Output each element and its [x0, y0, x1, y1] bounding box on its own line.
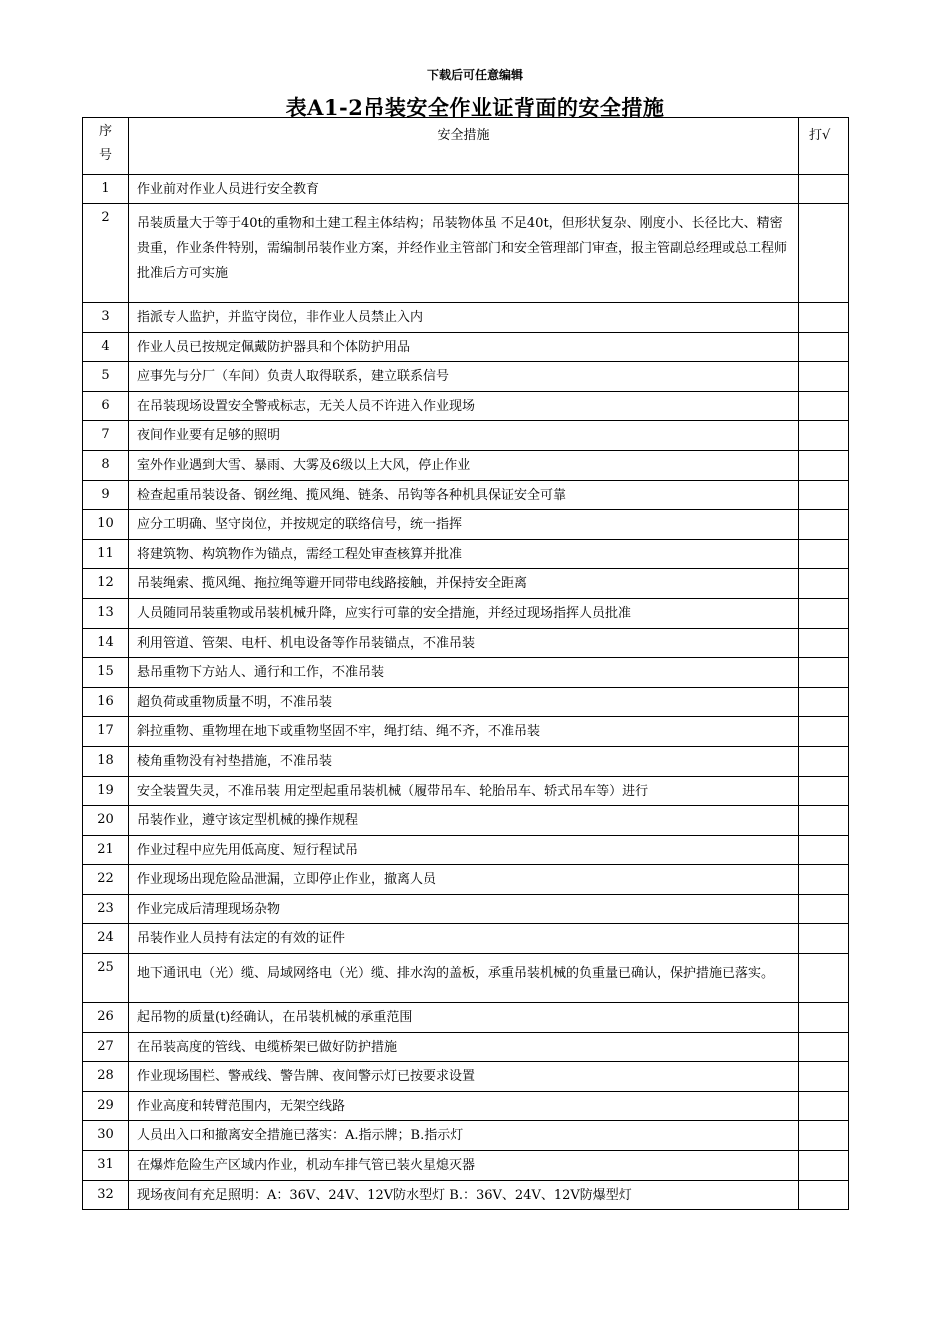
table-row [83, 776, 849, 806]
table-row [83, 450, 849, 480]
row-check-cell[interactable] [799, 1121, 849, 1151]
row-number: 18 [83, 746, 129, 776]
row-number: 24 [83, 924, 129, 954]
row-number: 13 [83, 598, 129, 628]
table-row [83, 510, 849, 540]
table-row [83, 1151, 849, 1181]
table-row [83, 421, 849, 451]
row-number: 31 [83, 1151, 129, 1181]
row-measure-text: 起吊物的质量(t)经确认，在吊装机械的承重范围 [129, 1003, 799, 1033]
row-number: 6 [83, 391, 129, 421]
row-measure-text: 人员随同吊装重物或吊装机械升降，应实行可靠的安全措施，并经过现场指挥人员批准 [129, 598, 799, 628]
row-measure-text: 检查起重吊装设备、钢丝绳、揽风绳、链条、吊钩等各种机具保证安全可靠 [129, 480, 799, 510]
row-number: 27 [83, 1032, 129, 1062]
table-row [83, 1121, 849, 1151]
row-number: 12 [83, 569, 129, 599]
row-check-cell[interactable] [799, 332, 849, 362]
row-check-cell[interactable] [799, 450, 849, 480]
table-row [83, 717, 849, 747]
row-measure-text: 作业现场围栏、警戒线、警告牌、夜间警示灯已按要求设置 [129, 1062, 799, 1092]
table-row [83, 204, 849, 303]
row-measure-text: 在爆炸危险生产区域内作业，机动车排气管已装火星熄灭器 [129, 1151, 799, 1181]
document-title: 表A1-2吊装安全作业证背面的安全措施 [285, 95, 665, 120]
row-check-cell[interactable] [799, 175, 849, 204]
table-row [83, 362, 849, 392]
row-measure-text: 人员出入口和撤离安全措施已落实：A.指示牌；B.指示灯 [129, 1121, 799, 1151]
row-measure-text: 作业完成后清理现场杂物 [129, 894, 799, 924]
row-check-cell[interactable] [799, 362, 849, 392]
row-number: 7 [83, 421, 129, 451]
table-row [83, 835, 849, 865]
row-measure-text: 夜间作业要有足够的照明 [129, 421, 799, 451]
row-check-cell[interactable] [799, 598, 849, 628]
row-check-cell[interactable] [799, 806, 849, 836]
table-row [83, 391, 849, 421]
row-measure-text: 室外作业遇到大雪、暴雨、大雾及6级以上大风，停止作业 [129, 450, 799, 480]
table-row [83, 332, 849, 362]
table-row [83, 303, 849, 333]
table-row [83, 1091, 849, 1121]
row-measure-text: 作业高度和转臂范围内，无架空线路 [129, 1091, 799, 1121]
row-check-cell[interactable] [799, 835, 849, 865]
row-number: 5 [83, 362, 129, 392]
row-measure-text: 棱角重物没有衬垫措施，不准吊装 [129, 746, 799, 776]
row-number: 17 [83, 717, 129, 747]
row-check-cell[interactable] [799, 776, 849, 806]
row-number: 2 [83, 204, 129, 303]
row-measure-text: 超负荷或重物质量不明，不准吊装 [129, 687, 799, 717]
row-check-cell[interactable] [799, 391, 849, 421]
row-number: 10 [83, 510, 129, 540]
row-measure-text: 作业前对作业人员进行安全教育 [129, 175, 799, 204]
table-row [83, 894, 849, 924]
row-number: 16 [83, 687, 129, 717]
row-number: 29 [83, 1091, 129, 1121]
table-row [83, 539, 849, 569]
row-number: 22 [83, 865, 129, 895]
row-number: 1 [83, 175, 129, 204]
row-check-cell[interactable] [799, 894, 849, 924]
table-row [83, 1032, 849, 1062]
row-number: 14 [83, 628, 129, 658]
row-number: 3 [83, 303, 129, 333]
row-check-cell[interactable] [799, 480, 849, 510]
row-number: 15 [83, 658, 129, 688]
row-measure-text: 指派专人监护，并监守岗位，非作业人员禁止入内 [129, 303, 799, 333]
row-check-cell[interactable] [799, 687, 849, 717]
row-measure-text: 在吊装高度的管线、电缆桥架已做好防护措施 [129, 1032, 799, 1062]
row-measure-text: 作业人员已按规定佩戴防护器具和个体防护用品 [129, 332, 799, 362]
table-row [83, 598, 849, 628]
header-check: 打√ [799, 118, 849, 175]
row-check-cell[interactable] [799, 303, 849, 333]
row-check-cell[interactable] [799, 510, 849, 540]
row-check-cell[interactable] [799, 1003, 849, 1033]
row-number: 9 [83, 480, 129, 510]
row-measure-text: 斜拉重物、重物埋在地下或重物坚固不牢，绳打结、绳不齐，不准吊装 [129, 717, 799, 747]
row-measure-text: 作业过程中应先用低高度、短行程试吊 [129, 835, 799, 865]
row-measure-text: 现场夜间有充足照明：A：36V、24V、12V防水型灯 B.：36V、24V、12V防爆型灯 [129, 1180, 799, 1210]
row-measure-text: 吊装绳索、揽风绳、拖拉绳等避开同带电线路接触，并保持安全距离 [129, 569, 799, 599]
table-row [83, 1003, 849, 1033]
row-check-cell[interactable] [799, 539, 849, 569]
row-measure-text: 悬吊重物下方站人、通行和工作，不准吊装 [129, 658, 799, 688]
row-number: 30 [83, 1121, 129, 1151]
row-check-cell[interactable] [799, 569, 849, 599]
row-number: 26 [83, 1003, 129, 1033]
row-number: 25 [83, 954, 129, 1003]
row-measure-text: 利用管道、管架、电杆、机电设备等作吊装锚点，不准吊装 [129, 628, 799, 658]
row-number: 20 [83, 806, 129, 836]
header-number [83, 118, 129, 175]
row-number: 11 [83, 539, 129, 569]
row-check-cell[interactable] [799, 628, 849, 658]
table-row [83, 1180, 849, 1210]
table-row [83, 954, 849, 1003]
table-row [83, 658, 849, 688]
row-measure-text: 吊装作业人员持有法定的有效的证件 [129, 924, 799, 954]
row-measure-text: 应分工明确、坚守岗位，并按规定的联络信号，统一指挥 [129, 510, 799, 540]
row-check-cell[interactable] [799, 746, 849, 776]
row-check-cell[interactable] [799, 421, 849, 451]
row-measure-text: 在吊装现场设置安全警戒标志，无关人员不许进入作业现场 [129, 391, 799, 421]
table-row [83, 924, 849, 954]
row-check-cell[interactable] [799, 204, 849, 303]
row-measure-text: 安全装置失灵，不准吊装 用定型起重吊装机械（履带吊车、轮胎吊车、轿式吊车等）进行 [129, 776, 799, 806]
row-number: 19 [83, 776, 129, 806]
row-check-cell[interactable] [799, 658, 849, 688]
row-number: 32 [83, 1180, 129, 1210]
row-check-cell[interactable] [799, 1062, 849, 1092]
row-measure-text: 吊装作业，遵守该定型机械的操作规程 [129, 806, 799, 836]
table-header-row [83, 118, 849, 175]
row-check-cell[interactable] [799, 924, 849, 954]
row-check-cell[interactable] [799, 1151, 849, 1181]
row-number: 28 [83, 1062, 129, 1092]
safety-measures-table [82, 117, 849, 1210]
row-measure-text: 应事先与分厂（车间）负责人取得联系，建立联系信号 [129, 362, 799, 392]
row-check-cell[interactable] [799, 1032, 849, 1062]
table-row [83, 1062, 849, 1092]
row-measure-text: 作业现场出现危险品泄漏，立即停止作业，撤离人员 [129, 865, 799, 895]
row-number: 23 [83, 894, 129, 924]
table-row [83, 628, 849, 658]
row-check-cell[interactable] [799, 1091, 849, 1121]
row-check-cell[interactable] [799, 954, 849, 1003]
table-row [83, 480, 849, 510]
table-row [83, 806, 849, 836]
table-row [83, 687, 849, 717]
row-number: 21 [83, 835, 129, 865]
row-number: 8 [83, 450, 129, 480]
table-row [83, 746, 849, 776]
row-check-cell[interactable] [799, 1180, 849, 1210]
table-row [83, 865, 849, 895]
header-measure: 安全措施 [129, 118, 799, 175]
header-number-label: 序号 [98, 124, 112, 163]
row-check-cell[interactable] [799, 717, 849, 747]
header-note: 下载后可任意编辑 [426, 68, 523, 82]
table-row [83, 569, 849, 599]
row-measure-text: 吊装质量大于等于40t的重物和土建工程主体结构；吊装物体虽 不足40t，但形状复杂、刚度小、长径比大、精密贵重，作业条件特别，需编制吊装作业方案，并经作业主管部门和安全管理部门审查，报主管副总经理或总工程师批准后方可实施 [129, 204, 799, 303]
table-row [83, 175, 849, 204]
row-number: 4 [83, 332, 129, 362]
row-measure-text: 将建筑物、构筑物作为锚点，需经工程处审查核算并批准 [129, 539, 799, 569]
row-measure-text: 地下通讯电（光）缆、局域网络电（光）缆、排水沟的盖板，承重吊装机械的负重量已确认，保护措施已落实。 [129, 954, 799, 1003]
row-check-cell[interactable] [799, 865, 849, 895]
